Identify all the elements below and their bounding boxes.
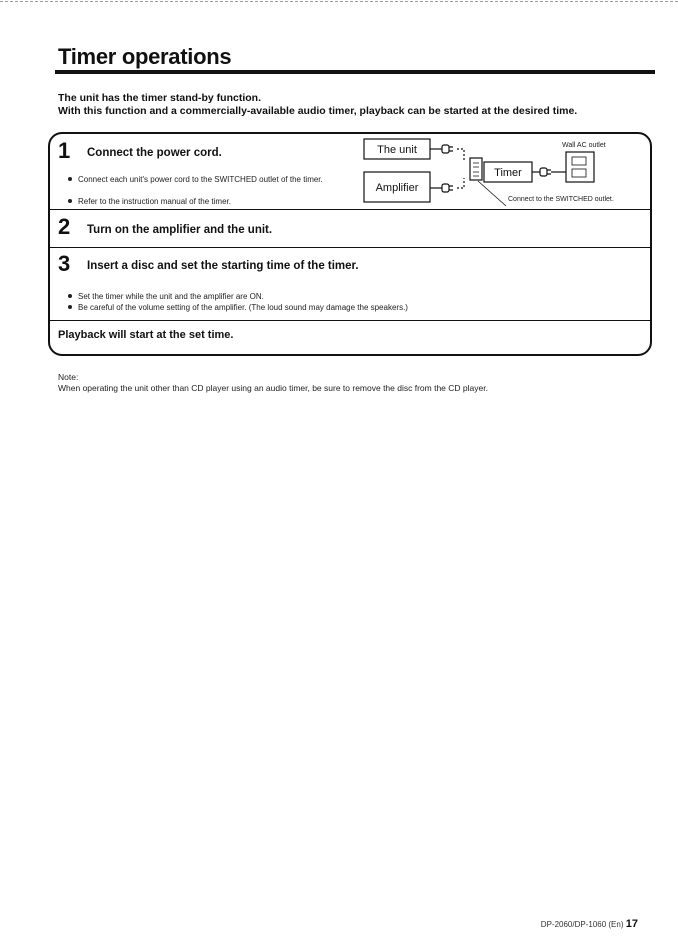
step-3-number: 3 (58, 251, 71, 276)
timer-label: Timer (494, 167, 522, 179)
connection-diagram (360, 134, 650, 210)
step-1-number: 1 (58, 138, 71, 163)
step-divider-2 (48, 247, 652, 248)
step-2-number: 2 (58, 214, 71, 239)
final-message: Playback will start at the set time. (58, 329, 234, 341)
amplifier-plug-icon (442, 184, 449, 192)
step-3-bullet-2-text: Be careful of the volume setting of the amplifier. (The loud sound may damage the speakers.) (78, 303, 408, 312)
bullet-dot (68, 294, 72, 298)
switched-outlet-icon (470, 158, 482, 180)
footer-model: DP-2060/DP-1060 (En) (540, 920, 624, 929)
step-3-title: Insert a disc and set the starting time of the timer. (87, 260, 359, 272)
top-dashed-border (0, 1, 678, 2)
note-text: When operating the unit other than CD player using an audio timer, be sure to remove the disc from the CD player. (58, 383, 488, 393)
step-3-bullet-1-text: Set the timer while the unit and the amplifier are ON. (78, 292, 264, 301)
page-title: Timer operations (58, 44, 232, 69)
step-1-bullet-1-text: Connect each unit's power cord to the SWITCHED outlet of the timer. (78, 175, 323, 184)
bullet-dot (68, 177, 72, 181)
step-divider-3 (48, 320, 652, 321)
amplifier-label: Amplifier (375, 182, 419, 194)
wall-outlet-icon (566, 152, 594, 182)
unit-plug-icon (442, 145, 449, 153)
page-footer (541, 918, 638, 930)
title-rule (55, 70, 655, 74)
step-3-bullet-1 (68, 292, 264, 302)
timer-plug-icon (540, 168, 547, 176)
unit-label: The unit (377, 144, 417, 156)
switched-outlet-label: Connect to the SWITCHED outlet. (508, 196, 614, 203)
intro-line-1: The unit has the timer stand-by function. (58, 92, 262, 104)
step-3-bullet-2 (68, 303, 408, 313)
intro-line-2: With this function and a commercially-available audio timer, playback can be started at the desired time. (58, 105, 578, 117)
note-label: Note: (58, 372, 79, 382)
step-1-bullet-2-text: Refer to the instruction manual of the timer. (78, 197, 231, 206)
step-1-bullet-2 (68, 197, 231, 207)
bullet-dot (68, 199, 72, 203)
wall-outlet-label: Wall AC outlet (562, 142, 606, 149)
step-1-bullet-1 (68, 175, 338, 185)
page-number: 17 (625, 918, 638, 930)
step-2-title: Turn on the amplifier and the unit. (87, 224, 273, 236)
step-1-title: Connect the power cord. (87, 147, 222, 159)
bullet-dot (68, 305, 72, 309)
